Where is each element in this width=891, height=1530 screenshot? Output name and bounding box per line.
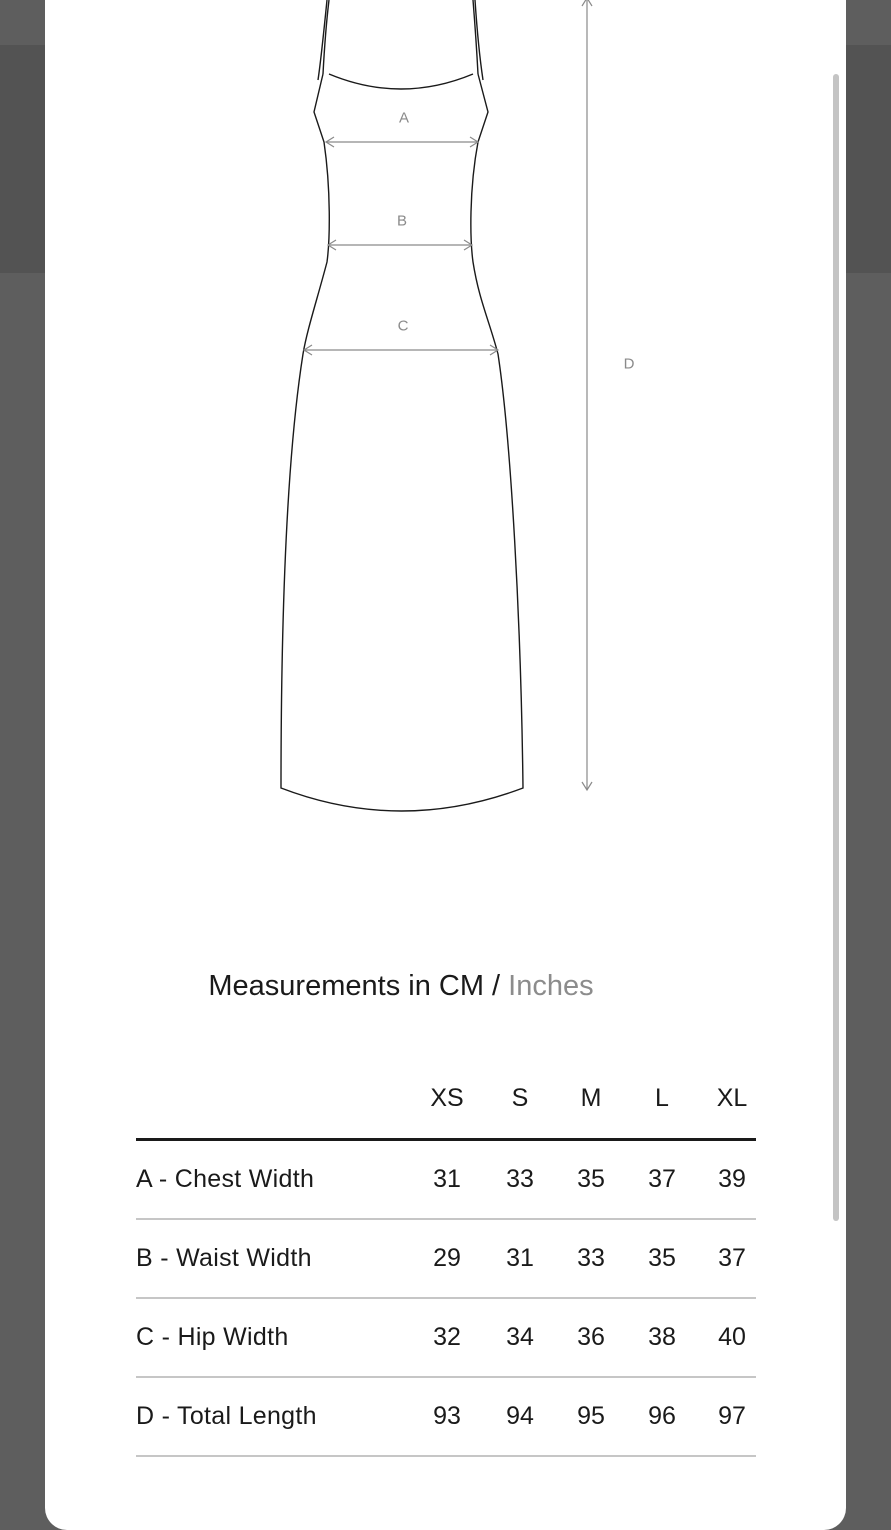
- row-label: A - Chest Width: [136, 1165, 315, 1193]
- size-guide-modal: [45, 0, 846, 1530]
- table-cell: 35: [648, 1244, 676, 1272]
- size-header-l: L: [655, 1084, 669, 1112]
- label-d: D: [623, 355, 635, 373]
- row-label: B - Waist Width: [136, 1244, 312, 1272]
- table-cell: 95: [577, 1402, 605, 1430]
- table-cell: 94: [506, 1402, 534, 1430]
- table-cell: 37: [718, 1244, 746, 1272]
- size-header-xs: XS: [430, 1084, 464, 1112]
- table-cell: 39: [718, 1165, 746, 1193]
- size-header-xl: XL: [716, 1084, 748, 1112]
- table-cell: 40: [718, 1323, 746, 1351]
- table-cell: 38: [648, 1323, 676, 1351]
- size-header-m: M: [580, 1084, 602, 1112]
- table-cell: 33: [577, 1244, 605, 1272]
- table-cell: 37: [648, 1165, 676, 1193]
- table-row-chest: [136, 1141, 756, 1220]
- unit-separator: /: [483, 970, 509, 1002]
- table-cell: 36: [577, 1323, 605, 1351]
- row-label: C - Hip Width: [136, 1323, 289, 1351]
- size-chart-table: [136, 1082, 756, 1457]
- measurement-unit-heading: [45, 970, 757, 1003]
- table-cell: 96: [648, 1402, 676, 1430]
- table-row-waist: [136, 1220, 756, 1299]
- label-a: A: [398, 109, 410, 127]
- table-cell: 35: [577, 1165, 605, 1193]
- unit-toggle-inches[interactable]: Inches: [508, 970, 594, 1002]
- table-cell: 29: [433, 1244, 461, 1272]
- table-cell: 34: [506, 1323, 534, 1351]
- table-cell: 33: [506, 1165, 534, 1193]
- table-cell: 31: [433, 1165, 461, 1193]
- table-row-length: [136, 1378, 756, 1457]
- table-row-hip: [136, 1299, 756, 1378]
- label-c: C: [397, 317, 409, 335]
- table-cell: 32: [433, 1323, 461, 1351]
- size-header-row: [136, 1082, 756, 1141]
- dress-outline-illustration: [45, 0, 846, 900]
- size-header-s: S: [511, 1084, 529, 1112]
- table-cell: 31: [506, 1244, 534, 1272]
- unit-cm: Measurements in CM: [208, 970, 484, 1002]
- label-b: B: [396, 212, 408, 230]
- dress-diagram: [45, 0, 846, 900]
- table-cell: 97: [718, 1402, 746, 1430]
- row-label: D - Total Length: [136, 1402, 317, 1430]
- table-cell: 93: [433, 1402, 461, 1430]
